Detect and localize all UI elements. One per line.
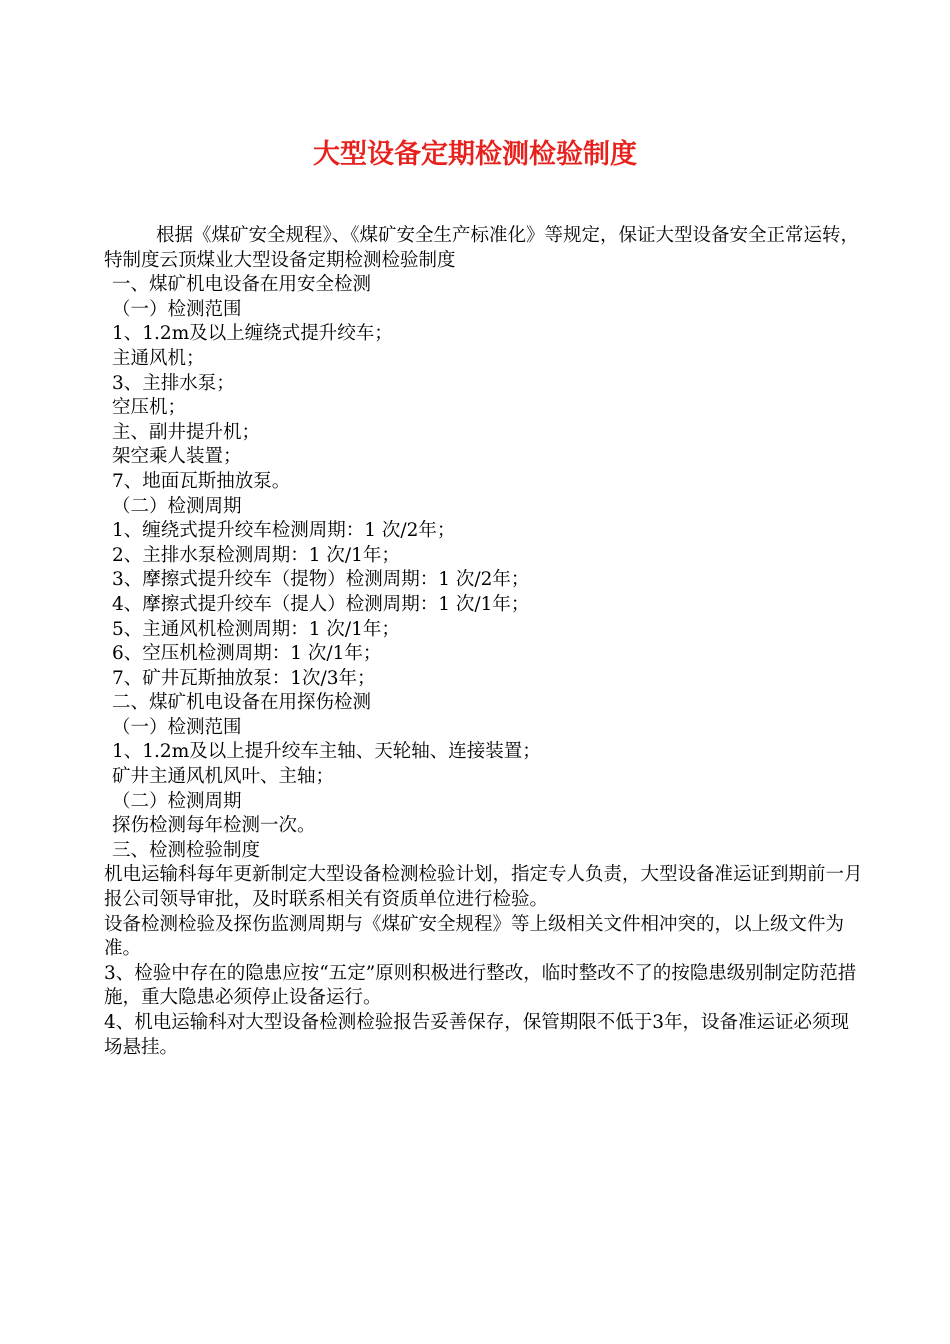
document-line: 机电运输科每年更新制定大型设备检测检验计划，指定专人负责，大型设备准运证到期前一月报公司领导审批，及时联系相关有资质单位进行检验。 xyxy=(104,864,863,911)
document-line: 1、缠绕式提升绞车检测周期：1 次/2年； xyxy=(112,520,456,542)
document-line: （一）检测范围 xyxy=(112,298,242,320)
document-line: （一）检测范围 xyxy=(112,716,242,738)
document-line: 4、摩擦式提升绞车（提人）检测周期：1 次/1年； xyxy=(112,593,530,615)
document-body xyxy=(104,224,864,1060)
document-line: （二）检测周期 xyxy=(112,495,242,517)
document-title: 大型设备定期检测检验制度 xyxy=(313,139,637,170)
document-line: 1、1.2m及以上缠绕式提升绞车； xyxy=(112,323,393,345)
document-line: 2、主排水泵检测周期：1 次/1年； xyxy=(112,544,400,566)
document-line: 7、矿井瓦斯抽放泵：1次/3年； xyxy=(112,667,376,689)
document-line: 一、煤矿机电设备在用安全检测 xyxy=(112,274,372,296)
document-line: 3、主排水泵； xyxy=(112,372,235,394)
document-line: 根据《煤矿安全规程》、《煤矿安全生产标准化》等规定，保证大型设备安全正常运转，特制度云顶煤业大型设备定期检测检验制度 xyxy=(104,225,860,271)
document-line: 3、检验中存在的隐患应按“五定”原则积极进行整改，临时整改不了的按隐患级别制定防范措施，重大隐患必须停止设备运行。 xyxy=(104,962,857,1009)
document-line: 矿井主通风机风叶、主轴； xyxy=(112,766,335,788)
document-line: 二、煤矿机电设备在用探伤检测 xyxy=(112,692,372,714)
document-line: 7、地面瓦斯抽放泵。 xyxy=(112,470,291,492)
document-line: 架空乘人装置； xyxy=(112,446,242,468)
document-line: 设备检测检验及探伤监测周期与《煤矿安全规程》等上级相关文件相冲突的，以上级文件为准。 xyxy=(104,913,845,960)
document-line: （二）检测周期 xyxy=(112,790,242,812)
document-line: 主、副井提升机； xyxy=(112,421,261,443)
document-line: 主通风机； xyxy=(112,347,205,369)
document-line: 1、1.2m及以上提升绞车主轴、天轮轴、连接装置； xyxy=(112,741,541,763)
document-line: 4、机电运输科对大型设备检测检验报告妥善保存，保管期限不低于3年，设备准运证必须现场悬挂。 xyxy=(104,1012,850,1058)
document-line: 5、主通风机检测周期：1 次/1年； xyxy=(112,618,400,640)
document-line: 6、空压机检测周期：1 次/1年； xyxy=(112,643,382,665)
document-line: 探伤检测每年检测一次。 xyxy=(112,815,316,837)
document-line: 三、检测检验制度 xyxy=(112,839,261,861)
document-line: 空压机； xyxy=(112,397,187,419)
document-line: 3、摩擦式提升绞车（提物）检测周期：1 次/2年； xyxy=(112,569,530,591)
